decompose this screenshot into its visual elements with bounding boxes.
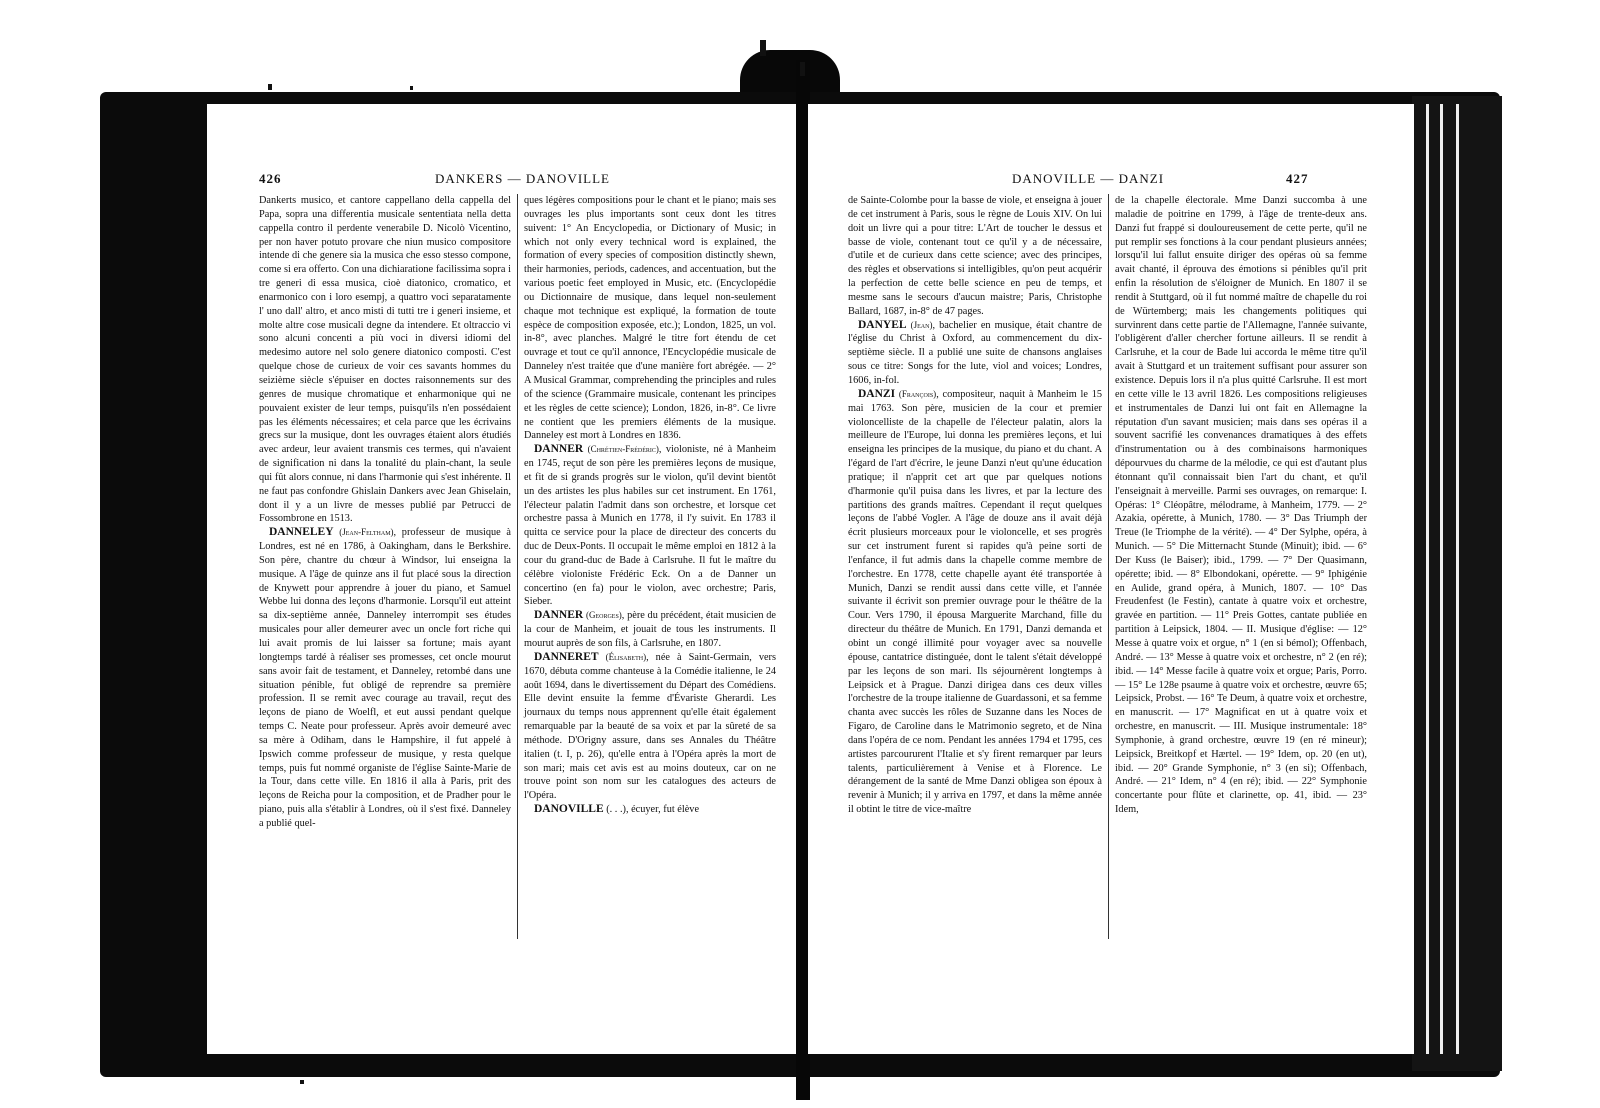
entry-text: , professeur de musique à Londres, est né en 1786, à Oakingham, dans le Berkshire. Son père, chantre du chœur à Windsor, lui enseigna la musique. A l'âge de quinze ans il fut placé sous la direction de Knywett pour apprendre à jouer du piano, et Samuel Webbe lui donna des leçons d'harmonie. Lorsqu'il eut atteint sa dix-septième année, Danneley interrompit ses études musicales pour aller demeurer avec un oncle fort riche qui lui avait promis de lui laisser sa fortune; mais ayant longtemps tardé à réaliser ses promesses, cet oncle mourut sans avoir fait de testament, et Danneley, retombé dans une situation pénible, fut obligé de reprendre sa première profession. Il se remit avec courage au travail, reçut des leçons de piano de Woelfl, et eut aussi pendant quelque temps C. Neate pour professeur. Après avoir demeuré avec sa mère à Odiham, dans le Hampshire, il fut appelé à Ipswich comme professeur de musique, y resta quelque temps, puis fut nommé organiste de l'église Sainte-Marie de la Tour, dans cette ville. En 1816 il alla à Paris, prit des leçons de Reicha pour la composition, et de Pradher pour le piano, puis alla s'établir à Londres, où il s'est fixé. Danneley a publié quel- — [259, 527, 511, 829]
page-number: 427 — [1286, 171, 1309, 186]
headword: DANOVILLE — [534, 803, 604, 816]
entry-text: , bachelier en musique, était chantre de l'église du Christ à Oxford, au commencement du dix-septième siècle. Il a publié une suite de chansons anglaises sous ce titre: Songs for the lute, viol and voices; Londres, 1606, in-fol. — [848, 319, 1102, 386]
entry — [524, 443, 776, 609]
column-2 — [1115, 194, 1367, 817]
forename: (Chrétien-Frédéric) — [587, 444, 659, 455]
headword: DANYEL — [858, 318, 907, 331]
entry-continuation: de la chapelle électorale. Mme Danzi succomba à une maladie de poitrine en 1799, à l'âge de trente-deux ans. Danzi fut frappé si douloureusement de cette perte, qu'il ne put remplir ses fonctions à la cour pendant plusieurs années; lorsqu'il lui fallut ensuite diriger des opéras où sa femme avait chanté, il éprouva des émotions si pénibles qu'il prit enfin la résolution de s'éloigner de Munich. En 1807 il se rendit à Stuttgard, où il fut nommé maître de chapelle du roi de Würtemberg; mais les changements politiques qui survinrent dans cette partie de l'Allemagne, l'année suivante, l'obligèrent d'aller chercher fortune ailleurs. Il se rendit à Carlsruhe, et la cour de Bade lui accorda le même titre qu'il avait à Stuttgard et un traitement suffisant pour assurer son existence. Depuis lors il n'a plus quitté Carlsruhe. Il est mort en cette ville le 13 avril 1826. Les compositions religieuses et instrumentales de Danzi lui ont fait en Allemagne la réputation d'un savant musicien; mais dans ses opéras il a souvent sacrifié les convenances dramatiques à des effets d'instrumentation ou à des combinaisons harmoniques dépourvues du charme de la mélodie, ce qui est d'autant plus étonnant qu'il connaissait bien l'art du chant, et qu'il l'enseignait à merveille. Parmi ses ouvrages, on remarque: I. Opéras: 1° Cléopâtre, mélodrame, à Manheim, 1779. — 2° Azakia, opérette, à Munich, 1780. — 3° Das Triumph der Treue (le Triomphe de la vérité). — 4° Der Sylphe, opéra, à Munich. — 5° Die Mitternacht Stunde (Minuit); ibid. — 6° Der Kuss (le Baiser); ibid., 1799. — 7° Der Quasimann, opérette; ibid. — 8° Elbondokani, opérette. — 9° Iphigénie en Aulide, grand opéra, à Munich, 1807. — 10° Das Freudenfest (le Festin), cantate à quatre voix et orchestre, gravée en partition. — 11° Preis Gottes, cantate publiée en partition à Leipsick, 1804. — II. Musique d'église: — 12° Messe à quatre voix et orgue, n° 1 (en si bémol); Offenbach, André. — 13° Messe à quatre voix et orchestre, n° 2 (en ré); ibid. — 14° Messe facile à quatre voix et orgue; Paris, Porro. — 15° Le 128e psaume à quatre voix et orchestre, œuvre 65; Leipsick, Probst. — 16° Te Deum, à quatre voix et orchestre, en manuscrit. — 17° Magnificat en ut à quatre voix et orchestre, en manuscrit. — III. Musique instrumentale: 18° Symphonie, à grand orchestre, œuvre 19 (en ré mineur); Leipsick, Breitkopf et Hærtel. — 19° Idem, op. 20 (en ut), ibid. — 20° Grande Symphonie, n° 3 (en si); Offenbach, André. — 21° Idem, n° 4 (en ré); ibid. — 22° Symphonie concertante pour flûte et clarinette, op. 41, ibid. — 23° Idem, — [1115, 195, 1367, 816]
entry — [848, 388, 1102, 817]
entry-continuation: ques légères compositions pour le chant et le piano; mais ses ouvrages les plus importants sont ceux dont les titres suivent: 1° An Encyclopedia, or Dictionary of Music; in which not only every technical word is explained, the formation of every species of composition distinctly shewn, their harmonies, periods, cadences, and accentuation, but the various poetic feet employed in Music, etc. (Encyclopédie ou Dictionnaire de musique, dans lequel non-seulement chaque mot technique est expliqué, la formation de toute espèce de composition exposée, etc.); London, 1825, un vol. in-8°, avec planches. Malgré le titre fort étendu de cet ouvrage et tout ce qu'il annonce, l'Encyclopédie musicale de Danneley n'est traitée que d'une manière fort abrégée. — 2° A Musical Grammar, comprehending the principles and rules of the science (Grammaire musicale, contenant les principes et les règles de cette science); London, 1826, in-8°. Ce livre ne contient que les premiers éléments de la musique. Danneley est mort à Londres en 1836. — [524, 195, 776, 442]
column-rule — [1108, 194, 1109, 939]
entry-text: , père du précédent, était musicien de la cour de Manheim, et jouait de tous les instruments. Il mourut auprès de son fils, à Carlsruhe, en 1807. — [524, 610, 777, 649]
forename: (François) — [898, 388, 937, 399]
entry — [259, 526, 511, 831]
binding-shadow-top — [740, 50, 840, 98]
scan-noise — [760, 40, 766, 56]
page-edge-line — [1440, 104, 1443, 1054]
forename: (. . .) — [606, 804, 626, 816]
scan-noise — [800, 62, 805, 76]
entry-continuation: Dankerts musico, et cantore cappellano della cappella del Papa, sopra una differentia musicale sententiata nella detta cappella contro il perdente venerabile D. Nicolò Vicentino, per non haver potuto provare che niun musico compositore intende di che genere sia la musica che esso stesso compone, come si era offerto. Con una dichiaratione facilissima sopra i tre generi di essa musica, cioè diatonico, cromatico, et enarmonico con i loro esempj, a quattro voci separatamente l' uno dall' altro, et anco misti di tutti tre i generi insieme, et molte altre cose musicali degne da intendere. Et oltraccio vi sono alcuni concenti a più voci in diversi idiomi del medesimo autore nel solo genere diatonico composti. C'est quelque chose de curieux de voir ces savants hommes du seizième siècle s'épuiser en doctes raisonnements sur des genres de musique chromatique et enharmonique qui ne pouvaient exister de leur temps, puisqu'ils n'en possédaient pas les éléments nécessaires; et cela parce que les écrivains grecs sur la musique, dont les ouvrages étaient alors étudiés avec ardeur, leur avaient transmis ces termes, qui n'avaient de signification ni dans la tonalité du plain-chant, la seule qui fût alors connue, ni dans l'harmonie qui s'est inhérente. Il ne faut pas confondre Ghislain Dankers avec Jean Ghiselain, dont il y a un livre de messes publié par Petrucci de Fossombrone en 1513. — [259, 195, 511, 525]
entry-text: , écuyer, fut élève — [625, 804, 700, 816]
scan-noise — [268, 84, 272, 90]
headword: DANNER — [534, 443, 584, 456]
entry-text: , née à Saint-Germain, vers 1670, débuta comme chanteuse à la Comédie italienne, le 24 août 1694, dans le divertissement du Départ des Comédiens. Elle devint ensuite la femme d'Évariste Gherardi. Les journaux du temps nous apprennent qu'elle était également remarquable par la beauté de sa voix et par la sûreté de sa méthode. D'Origny assure, dans ses Annales du Théâtre italien (t. I, p. 26), qu'elle entra à l'Opéra après la mort de son mari; mais cet avis est au moins douteux, car on ne trouve point son nom sur les catalogues des acteurs de l'Opéra. — [524, 651, 776, 802]
forename: (Élisabeth) — [605, 651, 647, 662]
entry — [848, 319, 1102, 388]
headword: DANNELEY — [269, 526, 334, 539]
page-edge-line — [1456, 104, 1459, 1054]
right-page — [808, 104, 1414, 1054]
entry-text: , compositeur, naquit à Manheim le 15 mai 1763. Son père, musicien de la cour et premier violoncelliste de la chapelle de l'électeur palatin, alors la meilleure de l'Europe, lui donna les premières leçons, et lui enseigna les principes de la musique, du piano et du chant. A l'égard de l'art d'écrire, le jeune Danzi n'eut qu'une éducation pratique; il n'apprit cet art que par quelques notions d'harmonie qu'il puisa dans les livres, et par la lecture des partitions des grands maîtres. Cependant il reçut quelques leçons de l'abbé Vogler. A l'âge de douze ans il avait déjà écrit plusieurs morceaux pour le violoncelle, et ses progrès sur cet instrument furent si rapides qu'à peine sorti de l'enfance, il fut admis dans la chapelle comme membre de l'orchestre. En 1778, cette chapelle ayant été transportée à Munich, Danzi se rendit aussi dans cette ville, et l'année suivante il écrivit son premier ouvrage pour le théâtre de la Cour. Vers 1790, il épousa Marguerite Marchand, fille du directeur du théâtre de Munich. En 1791, Danzi demanda et obint un congé illimité pour voyager avec sa nouvelle épouse, cantatrice distinguée, dont le talent s'était développé par les leçons de son mari. Ils séjournèrent longtemps à Leipsick et à Prague. Danzi dirigea dans ces deux villes l'orchestre de la troupe italienne de Guardassoni, et sa femme chanta avec succès les rôles de Suzanne dans les Noces de Figaro, de Caroline dans le Matrimonio segreto, et de Nina dans l'opéra de ce nom. Pendant les années 1794 et 1795, ces artistes parcoururent l'Italie et s'y firent remarquer par leurs talents, particulièrement à Venise et à Florence. Le dérangement de la santé de Mme Danzi obligea son époux à revenir à Munich; il y arriva en 1797, et dans la même année il obtint le titre de vice-maître — [848, 388, 1102, 816]
forename: (Jean-Feltham) — [339, 527, 394, 538]
scan-noise — [410, 86, 413, 90]
entry — [524, 609, 776, 651]
entry — [524, 651, 776, 803]
column-2 — [524, 194, 776, 817]
running-head: DANOVILLE — DANZI — [1012, 171, 1165, 186]
headword: DANZI — [858, 387, 896, 400]
column-1 — [848, 194, 1102, 817]
left-page — [207, 104, 797, 1054]
forename: (Jean) — [910, 319, 933, 330]
headword: DANNERET — [534, 650, 599, 663]
page-edge-line — [1426, 104, 1429, 1054]
scan-noise — [300, 1080, 304, 1084]
column-1 — [259, 194, 511, 831]
entry-text: , violoniste, né à Manheim en 1745, reçut de son père les premières leçons de musique, et fit de si grands progrès sur le violon, qu'il devint bientôt un des artistes les plus habiles sur cet instrument. En 1761, l'électeur palatin l'admit dans son orchestre, et lorsque cet orchestre passa à Munich en 1778, il l'y suivit. En 1783 il quitta ce service pour la place de directeur des concerts du duc de Deux-Ponts. Il occupait le même emploi en 1812 à la cour du grand-duc de Bade à Carlsruhe. Il fut le maître du célèbre violoniste Frédéric Eck. On a de Danner un concertino (en fa) pour le violon, avec orchestre; Paris, Sieber. — [524, 444, 776, 608]
headword: DANNER — [534, 609, 584, 622]
forename: (Georges) — [585, 610, 622, 621]
entry — [524, 803, 776, 817]
column-rule — [517, 194, 518, 939]
entry-continuation: de Sainte-Colombe pour la basse de viole, et enseigna à jouer de cet instrument à Paris, sous le règne de Louis XIV. On lui doit un livre qui a pour titre: L'Art de toucher le dessus et basse de viole, contenant tout ce qu'il y a de nécessaire, d'utile et de curieux dans cette science; avec des principes, des règles et observations si intelligibles, qu'on peut acquérir la perfection de cette belle science en peu de temps, et mesme sans le secours d'aucun maistre; Paris, Christophe Ballard, 1687, in-8° de 47 pages. — [848, 195, 1102, 317]
page-number: 426 — [259, 171, 282, 186]
running-head: DANKERS — DANOVILLE — [435, 171, 610, 186]
